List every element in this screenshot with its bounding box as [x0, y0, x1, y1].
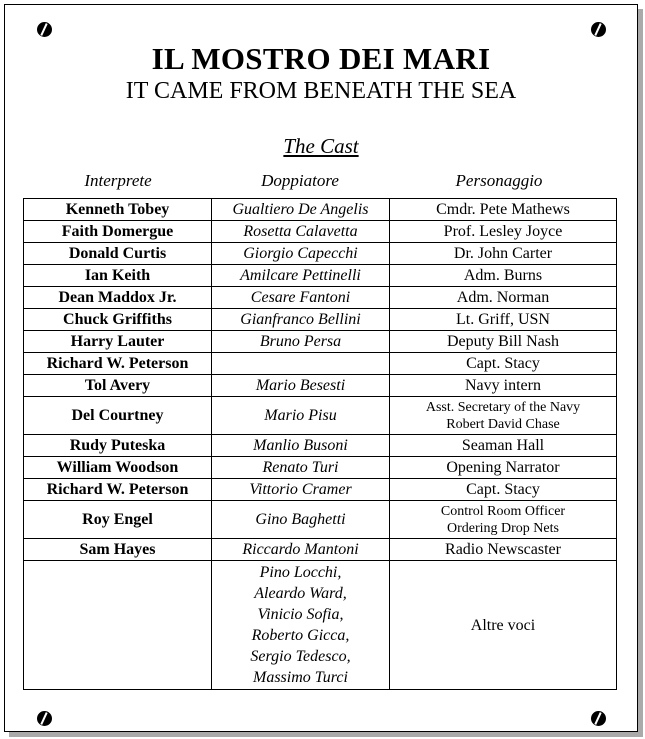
character-cell: Deputy Bill Nash — [390, 331, 617, 353]
voice-actor-cell: Rosetta Calavetta — [212, 221, 390, 243]
actor-cell: Kenneth Tobey — [24, 199, 212, 221]
other-voices-role: Altre voci — [390, 561, 617, 690]
actor-cell: Ian Keith — [24, 265, 212, 287]
voice-actor-cell — [212, 353, 390, 375]
screw-icon — [591, 22, 606, 37]
character-line: Asst. Secretary of the Navy — [425, 399, 581, 415]
table-row — [24, 435, 617, 457]
actor-cell: Dean Maddox Jr. — [24, 287, 212, 309]
voice-actor-cell: Gualtiero De Angelis — [212, 199, 390, 221]
actor-cell: Richard W. Peterson — [24, 479, 212, 501]
empty-actor-cell — [24, 561, 212, 690]
table-row — [24, 457, 617, 479]
voice-actor-cell: Vittorio Cramer — [212, 479, 390, 501]
actor-cell: Sam Hayes — [24, 539, 212, 561]
voice-actor-cell: Riccardo Mantoni — [212, 539, 390, 561]
actor-cell: Tol Avery — [24, 375, 212, 397]
voice-actor-cell: Gianfranco Bellini — [212, 309, 390, 331]
screw-icon — [37, 22, 52, 37]
table-row — [24, 397, 617, 435]
other-voice-name: Sergio Tedesco, — [250, 648, 351, 665]
table-row — [24, 287, 617, 309]
voice-actor-cell: Manlio Busoni — [212, 435, 390, 457]
other-voice-name: Roberto Gicca, — [251, 627, 350, 644]
character-cell — [390, 501, 617, 539]
actor-cell: Chuck Griffiths — [24, 309, 212, 331]
voice-actor-cell: Mario Besesti — [212, 375, 390, 397]
cast-plaque — [4, 4, 638, 732]
character-line: Robert David Chase — [446, 416, 560, 432]
title-english: IT CAME FROM BENEATH THE SEA — [125, 78, 517, 104]
character-cell: Prof. Lesley Joyce — [390, 221, 617, 243]
character-cell: Adm. Burns — [390, 265, 617, 287]
screw-icon — [591, 711, 606, 726]
table-row — [24, 375, 617, 397]
voice-actor-cell: Gino Baghetti — [212, 501, 390, 539]
column-header-role: Personaggio — [455, 171, 543, 190]
voice-actor-cell: Cesare Fantoni — [212, 287, 390, 309]
character-cell: Capt. Stacy — [390, 479, 617, 501]
character-line: Control Room Officer — [440, 503, 566, 519]
character-cell — [390, 397, 617, 435]
actor-cell: Del Courtney — [24, 397, 212, 435]
voice-actor-cell: Giorgio Capecchi — [212, 243, 390, 265]
table-row — [24, 479, 617, 501]
other-voices-list — [212, 561, 390, 690]
character-cell: Radio Newscaster — [390, 539, 617, 561]
character-cell: Capt. Stacy — [390, 353, 617, 375]
voice-actor-cell: Mario Pisu — [212, 397, 390, 435]
actor-cell: Donald Curtis — [24, 243, 212, 265]
title-italian: IL MOSTRO DEI MARI — [151, 41, 491, 76]
character-cell: Navy intern — [390, 375, 617, 397]
other-voice-name: Aleardo Ward, — [254, 585, 347, 602]
other-voice-name: Pino Locchi, — [259, 564, 342, 581]
voice-actor-cell: Bruno Persa — [212, 331, 390, 353]
other-voice-name: Vinicio Sofia, — [257, 606, 344, 623]
table-row — [24, 331, 617, 353]
character-cell: Lt. Griff, USN — [390, 309, 617, 331]
character-cell: Seaman Hall — [390, 435, 617, 457]
table-row — [24, 221, 617, 243]
table-row — [24, 309, 617, 331]
character-cell: Dr. John Carter — [390, 243, 617, 265]
voice-actor-cell: Renato Turi — [212, 457, 390, 479]
cast-table — [23, 198, 617, 690]
table-row — [24, 353, 617, 375]
cast-heading: The Cast — [283, 134, 359, 158]
actor-cell: Harry Lauter — [24, 331, 212, 353]
table-row — [24, 199, 617, 221]
character-cell: Adm. Norman — [390, 287, 617, 309]
character-cell: Opening Narrator — [390, 457, 617, 479]
column-header-actor: Interprete — [84, 171, 152, 190]
actor-cell: Richard W. Peterson — [24, 353, 212, 375]
character-cell: Cmdr. Pete Mathews — [390, 199, 617, 221]
actor-cell: Faith Domergue — [24, 221, 212, 243]
voice-actor-cell: Amilcare Pettinelli — [212, 265, 390, 287]
table-row — [24, 265, 617, 287]
screw-icon — [37, 711, 52, 726]
actor-cell: William Woodson — [24, 457, 212, 479]
table-row — [24, 243, 617, 265]
actor-cell: Rudy Puteska — [24, 435, 212, 457]
table-row — [24, 501, 617, 539]
table-row-other-voices — [24, 561, 617, 690]
actor-cell: Roy Engel — [24, 501, 212, 539]
character-line: Ordering Drop Nets — [447, 520, 559, 536]
column-header-voice: Doppiatore — [261, 171, 339, 190]
other-voice-name: Massimo Turci — [253, 669, 348, 686]
table-row — [24, 539, 617, 561]
